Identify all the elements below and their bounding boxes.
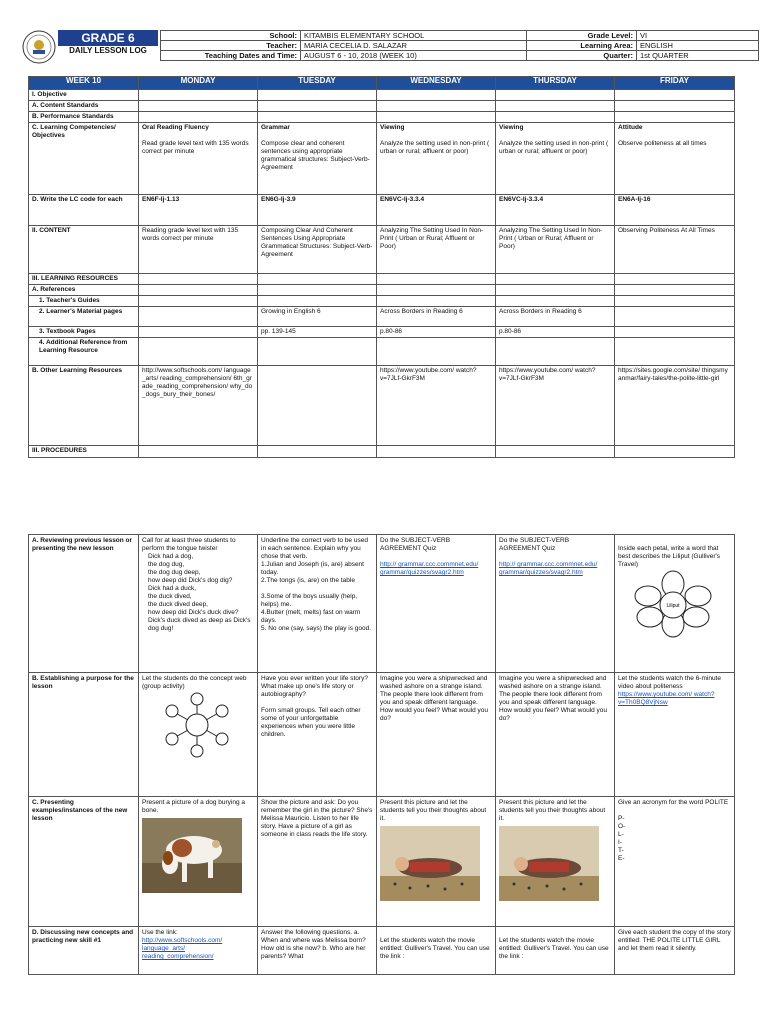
content-monday: Reading grade level text with 135 words correct per minute — [139, 226, 258, 274]
proc-c-thursday: Present this picture and let the students tell you their thoughts about it. — [496, 797, 615, 927]
table-row — [29, 927, 735, 975]
proc-a-friday: Inside each petal, write a word that best describes the Liliput (Gulliver's Travel) Liliput — [615, 535, 735, 673]
proc-b-monday: Let the students do the concept web (group activity) — [139, 673, 258, 797]
gulliver-picture — [380, 826, 480, 901]
lm-thursday: Across Borders in Reading 6 — [496, 307, 615, 327]
proc-a-monday: Call for at least three students to perform the tongue twister Dick had a dog, the dog dug, the dog dug deep, how deep did Dick's dog dig? Dick had a duck, the duck dived, the duck dived deep, how deep did Dick's duck dive? Dick's duck dived as deep as Dick's dog dug! — [139, 535, 258, 673]
grade-level-label: Grade Level: — [527, 31, 637, 41]
proc-d-thursday: Let the students watch the movie entitled: Gulliver's Travel. You can use the link : — [496, 927, 615, 975]
table-row — [29, 274, 735, 285]
grade-title: GRADE 6 — [58, 30, 158, 46]
flower-diagram — [618, 569, 728, 639]
monday-header: MONDAY — [139, 77, 258, 90]
table-row — [29, 338, 735, 366]
references-label: A. References — [29, 285, 139, 296]
table-row — [29, 101, 735, 112]
proc-b-friday: Let the students watch the 6-minute video about politeness https://www.youtube.com/ watch?v=Th0BQ8VjNsw — [615, 673, 735, 797]
proc-b-label: B. Establishing a purpose for the lesson — [29, 673, 139, 797]
lesson-log-table — [28, 76, 735, 458]
table-row — [29, 446, 735, 458]
table-row — [29, 90, 735, 101]
school-label: School: — [161, 31, 301, 41]
reading-link[interactable]: http://www.softschools.com/ language_arts/ reading_comprehension/ — [142, 937, 223, 960]
school-value: KITAMBIS ELEMENTARY SCHOOL — [301, 31, 527, 41]
table-row — [29, 366, 735, 446]
lm-tuesday: Growing in English 6 — [258, 307, 377, 327]
lc-tuesday: EN6G-Ij-3.9 — [258, 195, 377, 226]
proc-b-thursday: Imagine you were a shipwrecked and washed ashore on a strange island. The people there look different from you and speak different language. How would you feel? What would you do? — [496, 673, 615, 797]
dates-label: Teaching Dates and Time: — [161, 51, 301, 61]
lc-friday: EN6A-Ij-16 — [615, 195, 735, 226]
proc-a-tuesday: Underline the correct verb to be used in each sentence. Explain why you chose that verb. 1.Julian and Joseph (is, are) absent today. 2.The tongs (is, are) on the table 3.Some of the boys usually (help, helps) me. 4.Butter (melt, melts) fast on warm days. 5. No one (say, says) the play is good. — [258, 535, 377, 673]
proc-a-label: A. Reviewing previous lesson or presenting the new lesson — [29, 535, 139, 673]
other-thursday: https://www.youtube.com/ watch?v=7JLf-GkrF3M — [496, 366, 615, 446]
dates-value: AUGUST 6 - 10, 2018 (WEEK 10) — [301, 51, 527, 61]
other-friday: https://sites.google.com/site/ thingsmyanmar/fairy-tales/the-polite-little-girl — [615, 366, 735, 446]
other-wednesday: https://www.youtube.com/ watch?v=7JLf-GkrF3M — [377, 366, 496, 446]
competency-tuesday: Grammar Compose clear and coherent sentences using appropriate grammatical structures: Subject-Verb-Agreement — [258, 123, 377, 195]
performance-standards-label: B. Performance Standards — [29, 112, 139, 123]
table-row — [29, 673, 735, 797]
content-standards-label: A. Content Standards — [29, 101, 139, 112]
table-row — [29, 797, 735, 927]
procedures-label: III. PROCEDURES — [29, 446, 139, 458]
proc-a-wednesday: Do the SUBJECT-VERB AGREEMENT Quiz http:// grammar.ccc.commnet.edu/ grammar/quizzes/svagr2.htm — [377, 535, 496, 673]
additional-reference-label: 4. Additional Reference from Learning Resource — [29, 338, 139, 366]
quiz-link[interactable]: http:// grammar.ccc.commnet.edu/ grammar/quizzes/svagr2.htm — [499, 561, 598, 576]
content-friday: Observing Politeness At All Times — [615, 226, 735, 274]
content-tuesday: Composing Clear And Coherent Sentences Using Appropriate Grammatical Structures: Subject-Verb-Agreement — [258, 226, 377, 274]
tb-tuesday: pp. 139-145 — [258, 327, 377, 338]
content-wednesday: Analyzing The Setting Used In Non- Print ( Urban or Rural; Affluent or Poor) — [377, 226, 496, 274]
table-row — [29, 327, 735, 338]
content-thursday: Analyzing The Setting Used In Non- Print ( Urban or Rural; Affluent or Poor) — [496, 226, 615, 274]
competency-thursday: Viewing Analyze the setting used in non-print ( urban or rural; affluent or poor) — [496, 123, 615, 195]
proc-d-friday: Give each student the copy of the story entitled: THE POLITE LITTLE GIRL and let them read it silently. — [615, 927, 735, 975]
learning-area-value: ENGLISH — [637, 41, 759, 51]
daily-lesson-log-title: DAILY LESSON LOG — [69, 46, 147, 55]
video-link[interactable]: https://www.youtube.com/ watch?v=Th0BQ8VjNsw — [618, 691, 715, 706]
proc-c-label: C. Presenting examples/instances of the new lesson — [29, 797, 139, 927]
table-row — [29, 123, 735, 195]
teacher-value: MARIA CECELIA D. SALAZAR — [301, 41, 527, 51]
competency-monday: Oral Reading Fluency Read grade level text with 135 words correct per minute — [139, 123, 258, 195]
deped-seal-logo — [22, 30, 56, 64]
other-resources-label: B. Other Learning Resources — [29, 366, 139, 446]
table-row — [29, 307, 735, 327]
tb-thursday: p.80-86 — [496, 327, 615, 338]
quarter-label: Quarter: — [527, 51, 637, 61]
competencies-label: C. Learning Competencies/ Objectives — [29, 123, 139, 195]
week-header: WEEK 10 — [29, 77, 139, 90]
competency-friday: Attitude Observe politeness at all times — [615, 123, 735, 195]
table-row — [29, 195, 735, 226]
table-row — [29, 226, 735, 274]
table-row — [29, 285, 735, 296]
table-row — [29, 535, 735, 673]
quiz-link[interactable]: http:// grammar.ccc.commnet.edu/ grammar/quizzes/svagr2.htm — [380, 561, 479, 576]
procedures-table — [28, 534, 735, 975]
table-row — [29, 112, 735, 123]
lc-monday: EN6F-Ij-1.13 — [139, 195, 258, 226]
learning-area-label: Learning Area: — [527, 41, 637, 51]
flower-center-label: Liliput — [666, 603, 680, 609]
proc-d-tuesday: Answer the following questions. a. When and where was Melissa born? How old is she now? b. Who are her parents? What — [258, 927, 377, 975]
proc-c-friday: Give an acronym for the word POLITE P- O- L- I- T- E- — [615, 797, 735, 927]
tb-wednesday: p.80-86 — [377, 327, 496, 338]
table-row — [29, 296, 735, 307]
competency-wednesday: Viewing Analyze the setting used in non-print ( urban or rural; affluent or poor) — [377, 123, 496, 195]
other-monday: http://www.softschools.com/ language_arts/ reading_comprehension/ 6th_grade_reading_comprehension/ why_do_dogs_bury_their_bones/ — [139, 366, 258, 446]
objective-label: I. Objective — [29, 90, 139, 101]
dog-burying-bone-picture — [142, 818, 242, 893]
lc-thursday: EN6VC-Ij-3.3.4 — [496, 195, 615, 226]
learners-material-label: 2. Learner's Material pages — [29, 307, 139, 327]
friday-header: FRIDAY — [615, 77, 735, 90]
proc-c-monday: Present a picture of a dog burying a bone. — [139, 797, 258, 927]
content-label: II. CONTENT — [29, 226, 139, 274]
lm-wednesday: Across Borders in Reading 6 — [377, 307, 496, 327]
quarter-value: 1st QUARTER — [637, 51, 759, 61]
proc-c-tuesday: Show the picture and ask: Do you remember the girl in the picture? She's Melissa Mauricio. Listen to her life story. Have a picture of a girl as someone in class reads the life story. — [258, 797, 377, 927]
tuesday-header: TUESDAY — [258, 77, 377, 90]
proc-d-wednesday: Let the students watch the movie entitled: Gulliver's Travel. You can use the link : — [377, 927, 496, 975]
proc-d-label: D. Discussing new concepts and practicing new skill #1 — [29, 927, 139, 975]
grade-level-value: VI — [637, 31, 759, 41]
learning-resources-label: III. LEARNING RESOURCES — [29, 274, 139, 285]
concept-web-diagram — [142, 691, 252, 759]
proc-c-wednesday: Present this picture and let the students tell you their thoughts about it. — [377, 797, 496, 927]
teacher-label: Teacher: — [161, 41, 301, 51]
proc-b-tuesday: Have you ever written your life story? What make up one's life story or autobiography? Form small groups. Tell each other some of your unforgettable experiences when you were little children. — [258, 673, 377, 797]
gulliver-picture — [499, 826, 599, 901]
day-header-row — [29, 77, 735, 90]
wednesday-header: WEDNESDAY — [377, 77, 496, 90]
proc-b-wednesday: Imagine you were a shipwrecked and washed ashore on a strange island. The people there look different from you and speak different language. How would you feel? What would you do? — [377, 673, 496, 797]
textbook-pages-label: 3. Textbook Pages — [29, 327, 139, 338]
lc-code-label: D. Write the LC code for each — [29, 195, 139, 226]
thursday-header: THURSDAY — [496, 77, 615, 90]
proc-a-thursday: Do the SUBJECT-VERB AGREEMENT Quiz http:// grammar.ccc.commnet.edu/ grammar/quizzes/svagr2.htm — [496, 535, 615, 673]
proc-d-monday: Use the link: http://www.softschools.com/ language_arts/ reading_comprehension/ — [139, 927, 258, 975]
lc-wednesday: EN6VC-Ij-3.3.4 — [377, 195, 496, 226]
header-info-table — [160, 30, 759, 61]
teachers-guides-label: 1. Teacher's Guides — [29, 296, 139, 307]
